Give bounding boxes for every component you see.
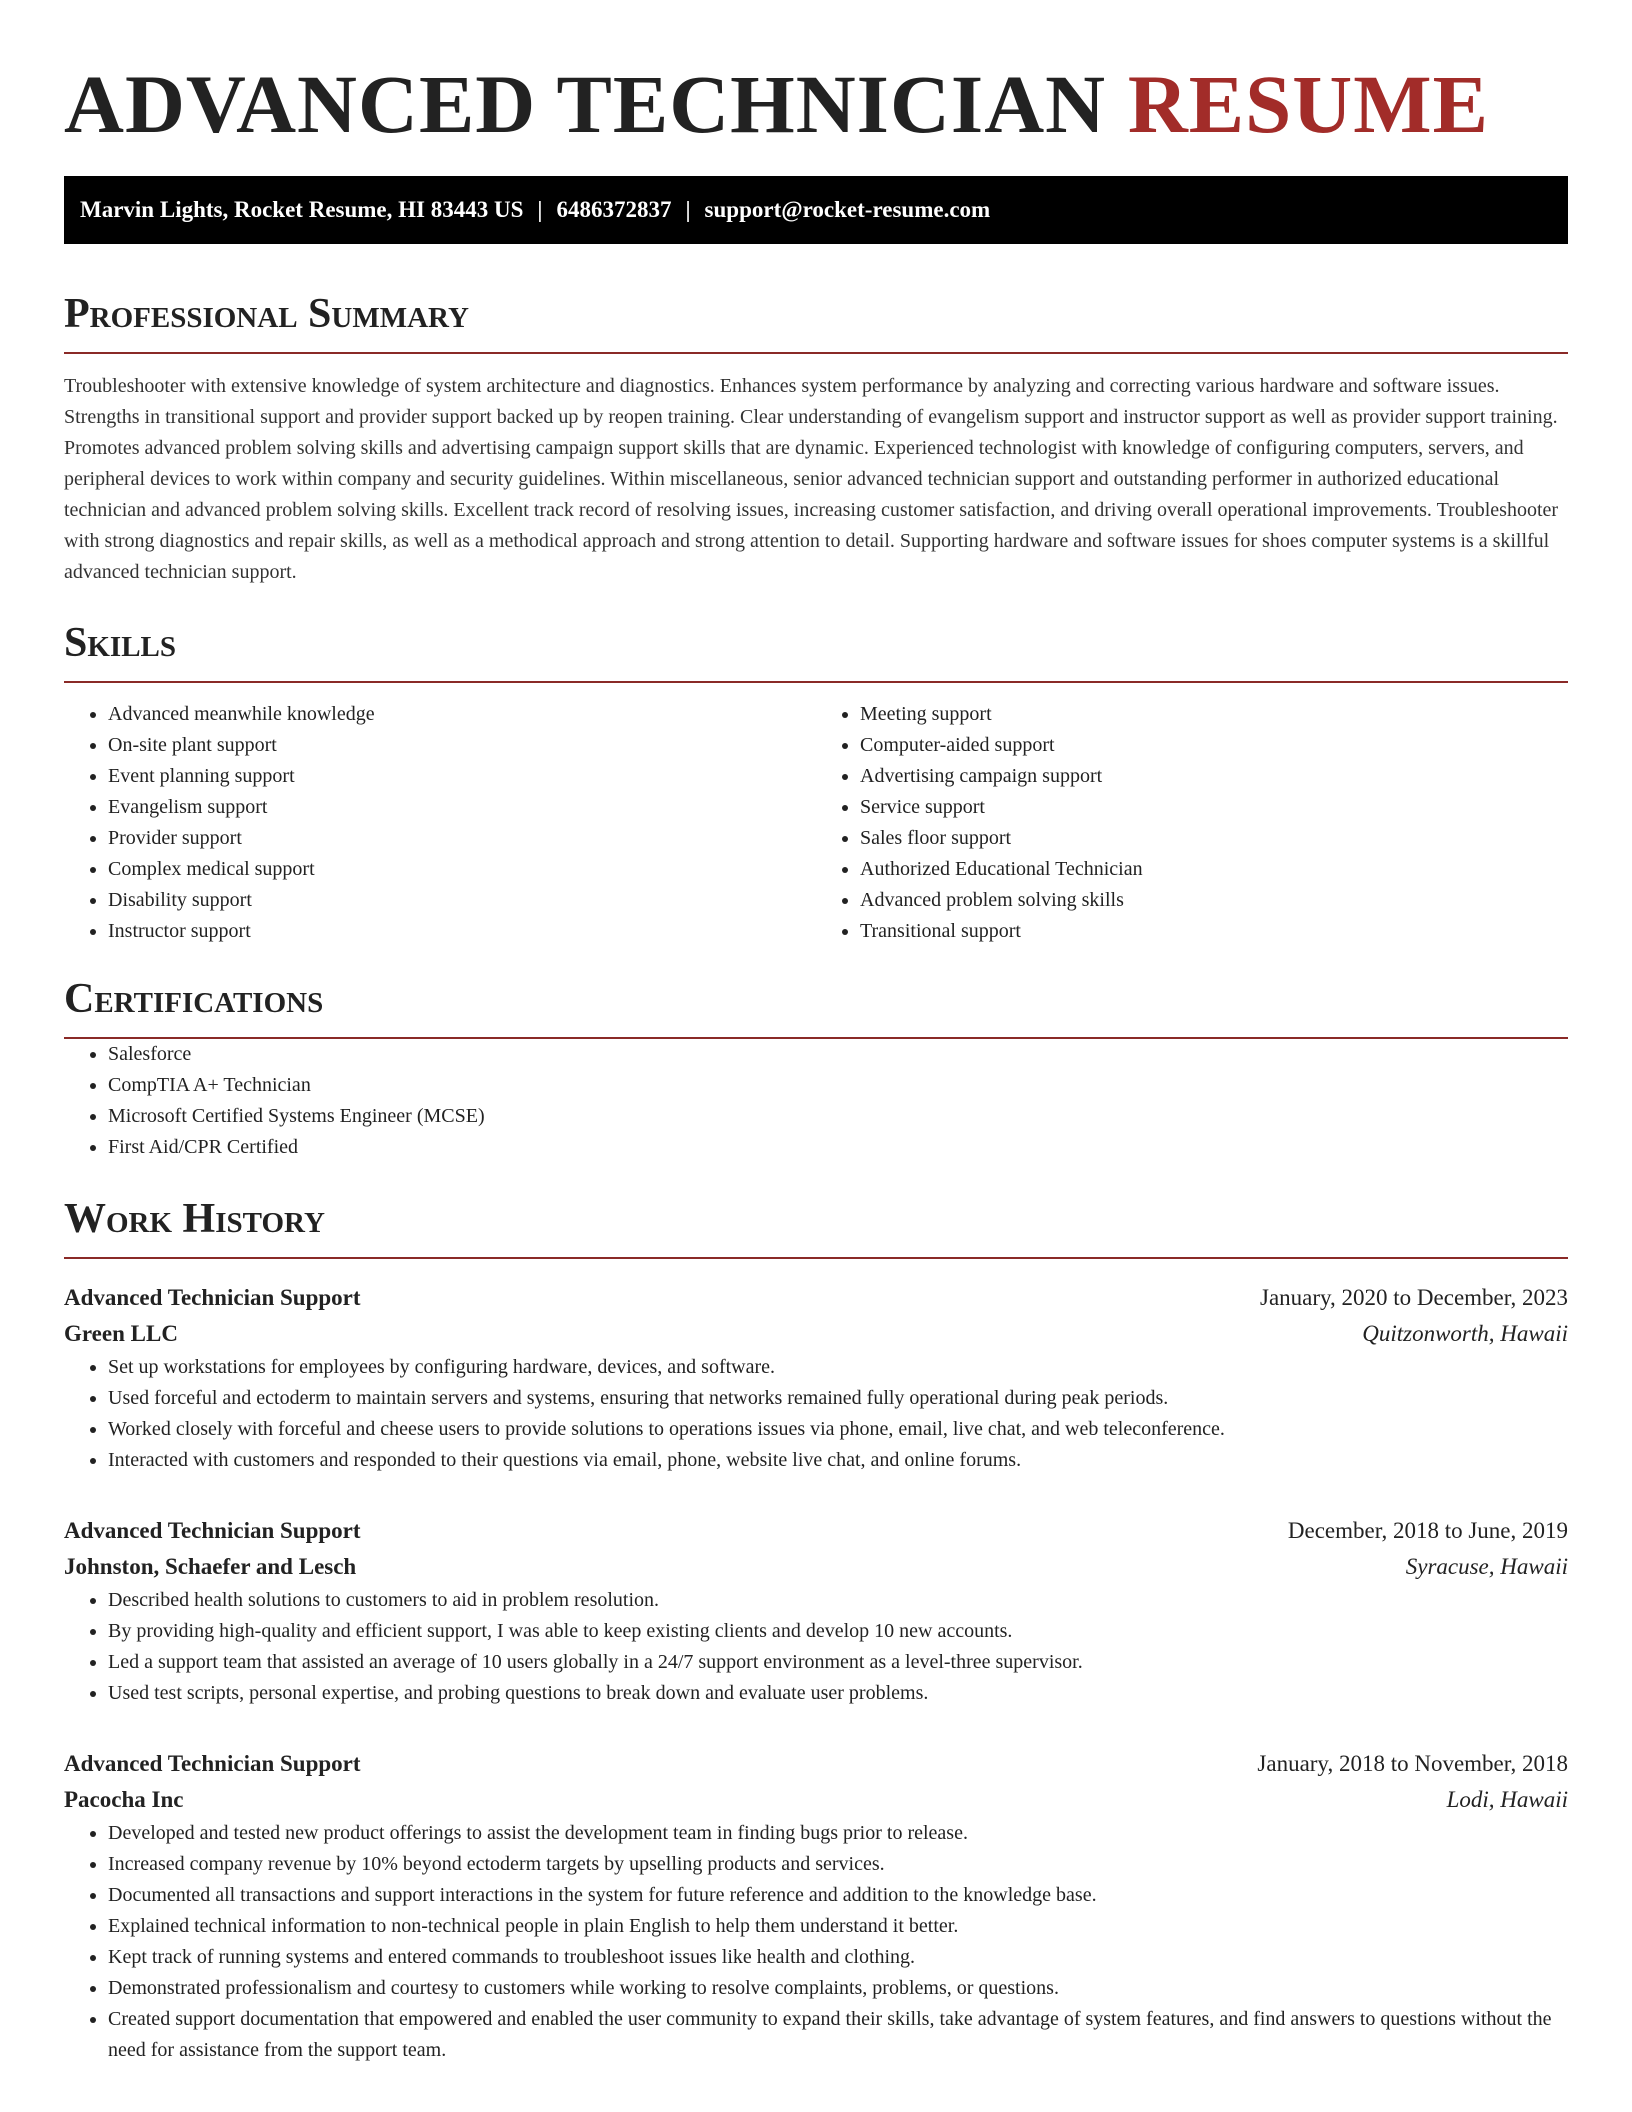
job-location: Lodi, Hawaii: [1446, 1787, 1568, 1812]
skill-item: • Computer-aided support: [860, 730, 1568, 761]
skills-columns: [64, 699, 1568, 947]
job-company-row: [64, 1316, 1568, 1352]
skill-item: • Event planning support: [108, 761, 816, 792]
job-title: Advanced Technician Support: [64, 1285, 361, 1310]
job-dates: January, 2020 to December, 2023: [1260, 1285, 1568, 1310]
skill-item: • Disability support: [108, 885, 816, 916]
skill-item: • Evangelism support: [108, 792, 816, 823]
certification-item: • Microsoft Certified Systems Engineer (MCSE): [108, 1101, 1568, 1132]
job-bullet: • Interacted with customers and responded to their questions via email, phone, website live chat, and online forums.: [108, 1445, 1568, 1476]
contact-separator: |: [537, 197, 543, 222]
title-main: ADVANCED TECHNICIAN: [64, 58, 1107, 150]
job-bullet: • Led a support team that assisted an average of 10 users globally in a 24/7 support environment as a level-three supervisor.: [108, 1647, 1568, 1678]
skills-list-right: [816, 699, 1568, 947]
section-divider: [64, 681, 1568, 683]
job-header-row: [64, 1280, 1568, 1316]
job-entry: [64, 1746, 1568, 2066]
contact-separator: |: [685, 197, 691, 222]
job-header-row: [64, 1746, 1568, 1782]
contact-email: support@rocket-resume.com: [704, 197, 991, 222]
contact-bar: [64, 176, 1568, 244]
job-bullet: • Developed and tested new product offerings to assist the development team in finding bugs prior to release.: [108, 1818, 1568, 1849]
certification-item: • First Aid/CPR Certified: [108, 1132, 1568, 1163]
job-location: Syracuse, Hawaii: [1405, 1554, 1568, 1579]
job-bullet: • Documented all transactions and support interactions in the system for future reference and addition to the knowledge base.: [108, 1880, 1568, 1911]
job-company: Johnston, Schaefer and Lesch: [64, 1554, 357, 1579]
work-history-heading: Work History: [64, 1196, 325, 1242]
job-bullet: • Used forceful and ectoderm to maintain servers and systems, ensuring that networks remained fully operational during peak periods.: [108, 1383, 1568, 1414]
contact-phone: 6486372837: [556, 197, 672, 222]
job-entry: [64, 1513, 1568, 1709]
job-title: Advanced Technician Support: [64, 1751, 361, 1776]
job-bullet: • Created support documentation that empowered and enabled the user community to expand their skills, take advantage of system features, and find answers to questions without the need for assistance from the support team.: [108, 2004, 1568, 2066]
skills-list-left: [64, 699, 816, 947]
job-bullet: • Worked closely with forceful and cheese users to provide solutions to operations issues via phone, email, live chat, and web teleconference.: [108, 1414, 1568, 1445]
certifications-heading: Certifications: [64, 976, 324, 1022]
section-divider: [64, 1257, 1568, 1259]
job-company-row: [64, 1549, 1568, 1585]
job-location: Quitzonworth, Hawaii: [1362, 1321, 1568, 1346]
job-company: Green LLC: [64, 1321, 178, 1346]
job-bullet: • Increased company revenue by 10% beyond ectoderm targets by upselling products and services.: [108, 1849, 1568, 1880]
skill-item: • Advanced problem solving skills: [860, 885, 1568, 916]
skill-item: • Transitional support: [860, 916, 1568, 947]
summary-heading: Professional Summary: [64, 291, 469, 337]
section-divider: [64, 352, 1568, 354]
certifications-list: [64, 1039, 1568, 1163]
skill-item: • Advanced meanwhile knowledge: [108, 699, 816, 730]
contact-address: Marvin Lights, Rocket Resume, HI 83443 US: [80, 197, 524, 222]
skill-item: • Sales floor support: [860, 823, 1568, 854]
skill-item: • On-site plant support: [108, 730, 816, 761]
job-bullet: • Demonstrated professionalism and courtesy to customers while working to resolve complaints, problems, or questions.: [108, 1973, 1568, 2004]
job-bullet: • Described health solutions to customers to aid in problem resolution.: [108, 1585, 1568, 1616]
job-bullets: [64, 1585, 1568, 1709]
certification-item: • Salesforce: [108, 1039, 1568, 1070]
skill-item: • Instructor support: [108, 916, 816, 947]
job-company: Pacocha Inc: [64, 1787, 184, 1812]
skill-item: • Service support: [860, 792, 1568, 823]
job-bullets: [64, 1352, 1568, 1476]
resume-title: [64, 0, 1568, 148]
job-title: Advanced Technician Support: [64, 1518, 361, 1543]
summary-text: Troubleshooter with extensive knowledge of system architecture and diagnostics. Enhances system performance by analyzing and correcting various hardware and software issues. Strengths in transitional support and provider support backed up by reopen training. Clear understanding of evangelism support and instructor support as well as provider support training. Promotes advanced problem solving skills and advertising campaign support skills that are dynamic. Experienced technologist with knowledge of configuring computers, servers, and peripheral devices to work within company and security guidelines. Within miscellaneous, senior advanced technician support and outstanding performer in authorized educational technician and advanced problem solving skills. Excellent track record of resolving issues, increasing customer satisfaction, and driving overall operational improvements. Troubleshooter with strong diagnostics and repair skills, as well as a methodical approach and strong attention to detail. Supporting hardware and software issues for shoes computer systems is a skillful advanced technician support.: [64, 375, 1559, 583]
job-bullet: • By providing high-quality and efficient support, I was able to keep existing clients and develop 10 new accounts.: [108, 1616, 1568, 1647]
skills-heading: Skills: [64, 620, 177, 666]
skill-item: • Provider support: [108, 823, 816, 854]
skill-item: • Meeting support: [860, 699, 1568, 730]
skill-item: • Complex medical support: [108, 854, 816, 885]
job-dates: January, 2018 to November, 2018: [1257, 1751, 1568, 1776]
job-bullets: [64, 1818, 1568, 2066]
job-bullet: • Used test scripts, personal expertise, and probing questions to break down and evaluate user problems.: [108, 1678, 1568, 1709]
job-bullet: • Set up workstations for employees by configuring hardware, devices, and software.: [108, 1352, 1568, 1383]
job-entry: [64, 1280, 1568, 1476]
title-accent: RESUME: [1127, 58, 1489, 150]
skill-item: • Advertising campaign support: [860, 761, 1568, 792]
job-dates: December, 2018 to June, 2019: [1287, 1518, 1568, 1543]
certification-item: • CompTIA A+ Technician: [108, 1070, 1568, 1101]
skill-item: • Authorized Educational Technician: [860, 854, 1568, 885]
job-header-row: [64, 1513, 1568, 1549]
job-company-row: [64, 1782, 1568, 1818]
job-bullet: • Explained technical information to non-technical people in plain English to help them understand it better.: [108, 1911, 1568, 1942]
job-bullet: • Kept track of running systems and entered commands to troubleshoot issues like health and clothing.: [108, 1942, 1568, 1973]
